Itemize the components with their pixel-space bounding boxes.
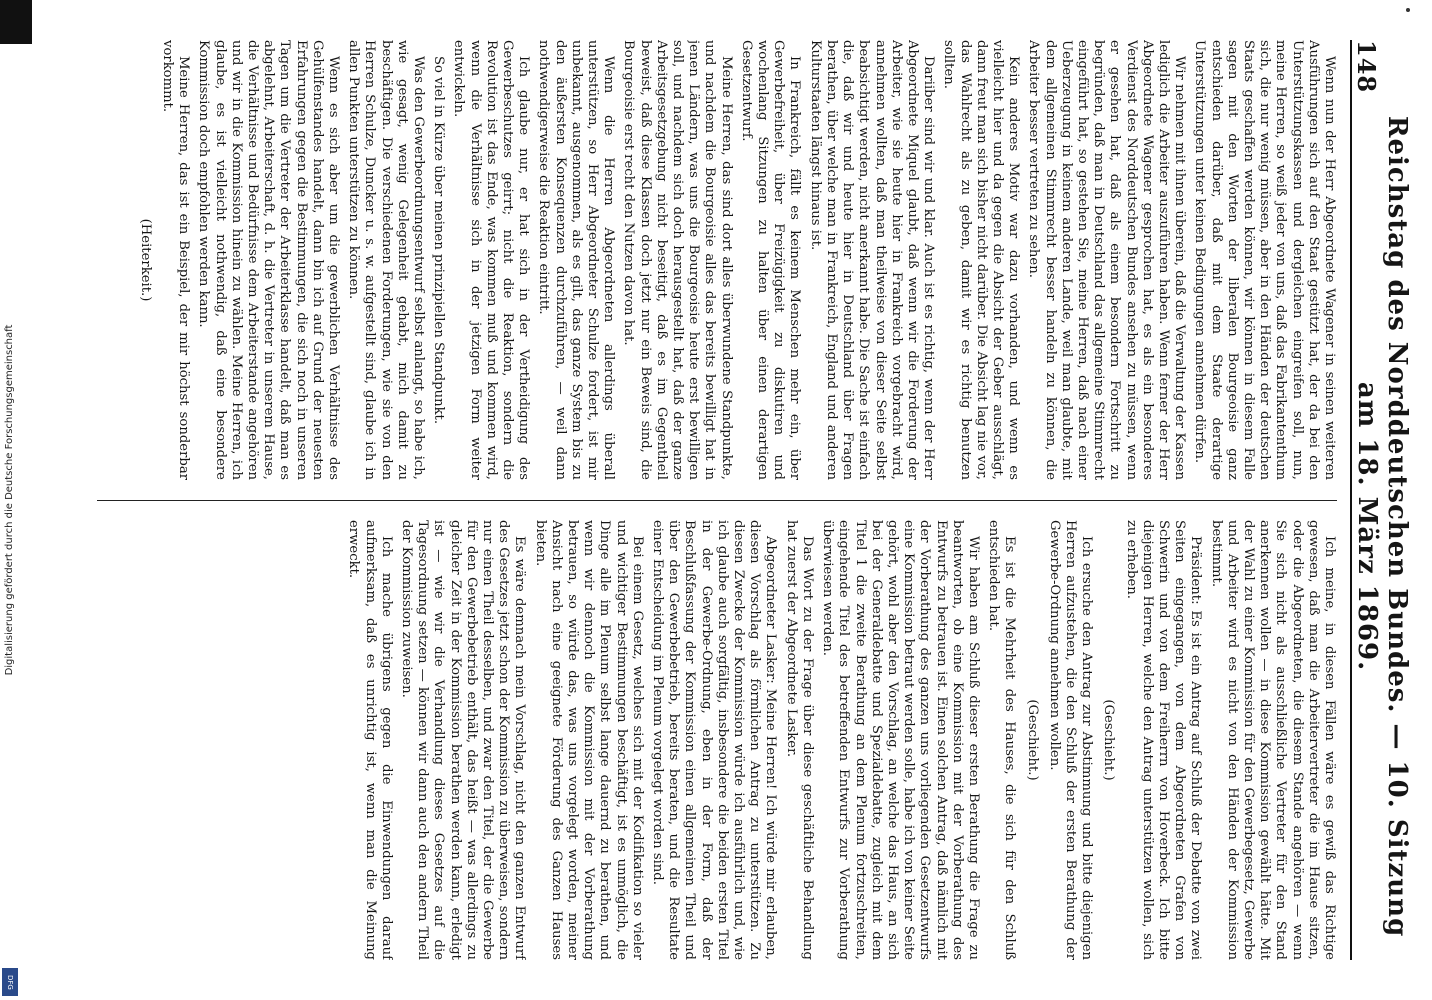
paragraph: Es ist die Mehrheit des Hauses, die sich für den Schluß entschieden hat. bbox=[986, 520, 1018, 960]
paragraph: In Frankreich, fällt es keinem Menschen mehr ein, über Gewerbefreiheit, über Freizügigkeit zu diskutiren und wochenlang Sitzungen zu halten über einen derartigen Gesetzentwurf. bbox=[738, 40, 803, 480]
paragraph: Was den Gewerbeordnungsentwurf selbst anlangt, so habe ich, wie gesagt, wenig Gelegenheit gehabt, mich damit zu beschäftigen. Die verschiedenen Forderungen, wie sie von den Herren Schulze, Duncker u. s. w. aufgestellt sind, glaube ich in allen Punkten unterstützen zu können. bbox=[346, 40, 427, 480]
paragraph: Bei einem Gesetz, welches sich mit der Kodifikation so vieler und wichtiger Bestimmungen beschäftigt, ist es unmöglich, die Dinge alle im Plenum selbst lange dauernd zu berathen, und wenn wir dennoch die Kommission mit der Vorberathung betrauen, so würde das, was uns vorgelegt worden, meiner Ansicht nach eine geeignete Förderung des Ganzen Hauses bieten. bbox=[532, 520, 645, 960]
page-title: Reichstag des Norddeutschen Bundes. — 10. Sitzung am 18. März 1869. bbox=[1352, 115, 1412, 938]
paragraph: (Geschieht.) bbox=[1024, 699, 1040, 781]
paragraph: Dariiber sind wir und klar. Auch ist es richtig, wenn der Herr Abgeordnete Miquel glaubt, daß wenn wir die Forderung der Arbeiter, wie sie heute hier in Frankreich vorgebracht wird, annehmen wollten, daß man theilweise von dieser Seite selbst beabsichtigt werden, nicht anerkannt habe. Die Sache ist einfach die, daß wir und heute hier in Deutschland über Fragen berathen, über welche man in Frankreich, England und anderen Kulturstaaten längst hinaus ist. bbox=[807, 40, 937, 480]
paragraph: So viel in Kürze über meinen prinzipiellen Standpunkt. bbox=[431, 56, 447, 425]
dfg-logo-text: DFG bbox=[6, 974, 14, 990]
column-divider bbox=[97, 500, 1337, 501]
digitization-credit: Digitalisierung gefördert durch die Deutsche Forschungsgemeinschaft bbox=[4, 324, 15, 676]
text-columns bbox=[97, 40, 1337, 960]
paragraph: Wenn nun der Herr Abgeordnete Wagener in seinen weiteren Ausführungen sich auf den Staat gestützt hat, der da bei den Unterstützungskassen und dergleichen eingreifen soll, nun, meine Herren, so weiß jeder von uns, daß das Fabrikantenthum sich, die nur wenig müssen, aber in den Händen der deutschen Staats geschaffen werden können, wir können in diesem Falle sagen mit den Worten der liberalen Bourgeoisie ganz entschieden darüber, daß mit dem Staate derartige Unterstützungen unter keinen Bedingungen annehmen dürfen. bbox=[1192, 40, 1337, 480]
page-number: 148 bbox=[1352, 40, 1381, 94]
right-column bbox=[97, 520, 1337, 960]
paragraph: Ich glaube nur, er hat sich in der Vertheidigung des Gewerbeschutzes geirrt; nicht die Reaktion, sondern die Revolution ist das Ende, was kommen muß und kommen wird, wenn die Verhältnisse sich in der jetzigen Form weiter entwickeln. bbox=[451, 40, 532, 480]
paragraph: Meine Herren, das sind dort alles überwundene Standpunkte, und nachdem die Bourgeoisie alles das bereits bewilligt hat in jenen Ländern, was uns die Bourgeoisie heute erst bewilligen soll, und nachdem sich doch herausgestellt hat, daß der ganze Arbeitsgesetzgebung nicht beseitigt, daß es im Gegentheil beweist, daß diese Klassen doch jetzt nur ein Beweis sind, die Bourgeoisie erst recht den Nutzen davon hat. bbox=[621, 40, 734, 480]
page-body bbox=[72, 40, 1412, 960]
paragraph: Es wäre demnach mein Vorschlag, nicht den ganzen Entwurf des Gesetzes jetzt schon der Kommission zu überweisen, sondern nur einen Theil desselben, und zwar den Titel, der die Gewerbe für den Gewerbebetrieb enthält, das heißt — was allerdings zu gleicher Zeit in der Kommission berathen werden kann, erledigt ist — wie wir die Verhandlung dieses Gesetzes auf die Tagesordnung setzen — können wir dann auch den andern Theil der Kommission zuweisen. bbox=[399, 520, 528, 960]
paragraph: Wenn es sich aber um die gewerblichen Verhältnisse des Gehülfenstandes handelt, dann bin ich auf Grund der neuesten Erfahrungen gegen die Bestimmungen, die sich noch in unseren Tagen um die Vertreter der Arbeiterklasse handelt, daß man es abgelehnt, Arbeiterschaft, d. h. die Vertreter in unserem Hause, die Verhältnisse und Bedürfnisse dem Arbeiterstande angehören und wir in die Kommission hinein zu wählen. Meine Herren, ich glaube, es ist vielleicht nothwendig, daß eine besondere Kommission doch empfohlen werden kann. bbox=[196, 40, 342, 480]
paragraph: Meine Herren, das ist ein Beispiel, der mir höchst sonderbar vorkommt. bbox=[159, 40, 192, 480]
paragraph: Wenn die Herren Abgeordneten allerdings überall unterstützen, so Herr Abgeordneter Schulze fordert, ist mir unbekannt, ausgenommen, als es gilt, das ganze System bis zu den äußersten Konsequenzen durchzuführen, — weil dann nothwendigerweise die Reaktion eintritt. bbox=[536, 40, 617, 480]
paragraph: Wir nehmen mit ihnen überein, daß die Verwaltung der Kassen lediglich die Arbeiter auszuführen haben. Wenn ferner der Herr Abgeordnete Wagener gesprochen hat, es als ein besonderes Verdienst des Norddeutschen Bundes ansehen zu müssen, wenn er gesehen hat, daß als einem besondern Fortschritt zu begründen, daß man in Deutschland das allgemeine Stimmrecht eingeführt hat, so gestehen Sie, meine Herren, daß nach einer Ueberzeugung in keinem anderen Lande, weil man glaubte, mit dem allgemeinen Stimmrecht besser handeln zu können, die Arbeiter besser vertreten zu sehen. bbox=[1026, 40, 1188, 480]
paragraph: Ich ersuche den Antrag zur Abstimmung und bitte diejenigen Herren aufzustehen, die den Schluß der ersten Berathung der Gewerbe-Ordnung annehmen wollen. bbox=[1046, 520, 1095, 960]
paragraph: Ich meine, in diesen Fällen wäre es gewiß das Richtige gewesen, daß man die Arbeitervertreter die im Hause sitzen, oder die Abgeordneten, die diesem Stande angehören — wenn Sie sich nicht als ausschließliche Vertreter für den Stand anerkennen wollen — in diese Kommission gewählt hätte. Mit der Wahl zu einer Kommission für den Gewerbegesetz, Gewerbe und Arbeiter wird es nicht von den Händen der Kommission bestimmt. bbox=[1208, 520, 1337, 960]
paragraph: Das Wort zu der Frage über diese geschäftliche Behandlung hat zuerst der Abgeordnete Lasker. bbox=[783, 520, 815, 960]
paragraph: (Heiterkeit.) bbox=[137, 218, 153, 302]
paragraph: Wir haben am Schluß dieser ersten Berathung die Frage zu beantworten, ob eine Kommission mit der Vorberathung des Entwurfs zu betrauen ist. Einen solchen Antrag, daß nämlich mit der Vorberathung des ganzen uns vorliegenden Gesetzentwurfs eine Kommission betraut werden solle, habe ich von keiner Seite gehört, wohl aber den Vorschlag, an welche das Haus, an sich bei der Generaldebatte und Spezialdebatte, zugleich mit dem Titel 1 die zweite Berathung an dem Plenum fortzuschreiten, eingehende Titel des betreffenden Entwurfs zur Vorberathung überwiesen werden. bbox=[820, 520, 981, 960]
left-column bbox=[97, 40, 1337, 480]
paragraph: Abgeordneter Lasker: Meine Herren! Ich würde mir erlauben, diesen Vorschlag als förmlichen Antrag zu unterstützen. Zu diesen Zwecke der Kommission würde ich ausführlich und, wie ich glaube auch sorgfältig, insbesondere die beiden ersten Titel in der Gewerbe-Ordnung, eben in der Form, daß der Beschlußfassung der Kommission einen allgemeinen Theil und über den Gewerbebetrieb, bereits beraten, und die Resultate einer Entscheidung im Plenum vorgelegt worden sind. bbox=[650, 520, 779, 960]
paragraph: Präsident: Es ist ein Antrag auf Schluß der Debatte von zwei Seiten eingegangen, von dem Abgeordneten Grafen von Schwerin und von dem Freiherrn von Hoverbeck. Ich bitte diejenigen Herren, welche den Antrag unterstützen wollen, sich zu erheben. bbox=[1123, 520, 1204, 960]
paragraph: (Geschieht.) bbox=[1101, 699, 1117, 781]
paragraph: Kein anderes Motiv war dazu vorhanden, und wenn es vielleicht hier und da gegen die Absicht der Geber ausschlägt, dann freut man sich bisher nicht darüber. Die Absicht lag nie vor, das Wahlrecht als zu geben, damit wir es richtig benutzen sollten. bbox=[941, 40, 1022, 480]
page-header bbox=[1350, 40, 1412, 960]
paragraph: Ich mache übrigens gegen die Einwendungen darauf aufmerksam, daß es unrichtig ist, wenn man die Meinung erweckt. bbox=[346, 520, 394, 960]
